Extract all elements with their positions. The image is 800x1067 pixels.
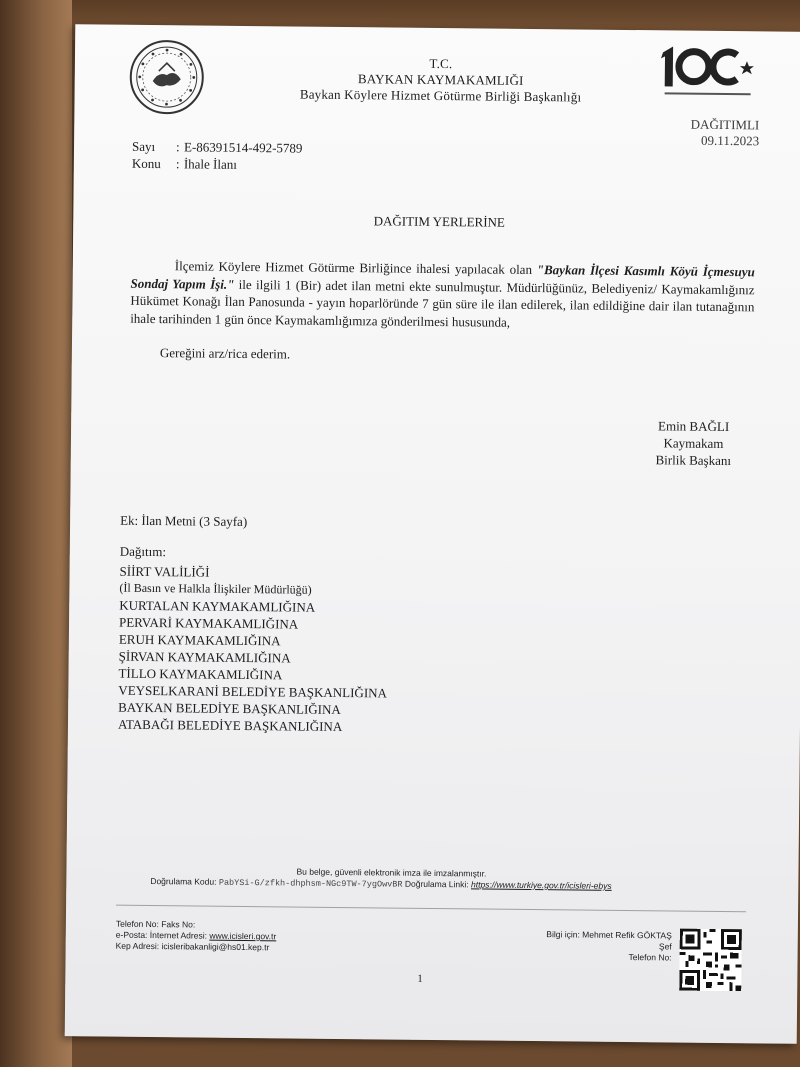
verification-line xyxy=(150,876,730,893)
distribution-item: SİİRT VALİLİĞİ xyxy=(119,563,210,580)
sayi-row xyxy=(132,139,303,157)
stamp-label: DAĞITIMLI xyxy=(690,116,760,133)
distribution-item: ŞİRVAN KAYMAKAMLIĞINA xyxy=(118,648,291,666)
project-name: "Baykan İlçesi Kasımlı Köyü İçmesuyu Sondaj Yapım İşi." xyxy=(130,262,755,292)
info-phone: Telefon No: xyxy=(628,952,672,963)
table-surface-left xyxy=(0,0,72,1067)
info-role: Şef xyxy=(658,941,672,952)
website-link[interactable]: www.icisleri.gov.tr xyxy=(209,930,277,942)
konu-label: Konu xyxy=(131,155,161,172)
distribution-item: (İl Basın ve Halkla İlişkiler Müdürlüğü) xyxy=(119,580,312,597)
body-paragraph xyxy=(130,257,755,334)
distribution-stamp xyxy=(679,117,759,150)
distribution-item: VEYSELKARANİ BELEDİYE BAŞKANLIĞINA xyxy=(118,682,388,701)
distribution-item: ERUH KAYMAKAMLIĞINA xyxy=(118,631,281,649)
konu-row xyxy=(132,156,237,173)
distribution-item: ATABAĞI BELEDİYE BAŞKANLIĞINA xyxy=(117,716,343,735)
phone-fax: Telefon No: Faks No: xyxy=(115,918,196,930)
closing-line: Gereğini arz/rica ederim. xyxy=(159,345,291,362)
page-number: 1 xyxy=(417,972,423,985)
email-web-label: e-Posta: İnternet Adresi: xyxy=(115,929,208,941)
attachment-note: Ek: İlan Metni (3 Sayfa) xyxy=(120,512,248,530)
esign-note: Bu belge, güvenli elektronik imza ile imzalanmıştır. xyxy=(296,866,487,879)
contact-block xyxy=(116,919,277,954)
verify-code-label: Doğrulama Kodu: xyxy=(150,876,217,887)
kep-address: Kep Adresi: icisleribakanligi@hs01.kep.tr xyxy=(115,940,270,953)
body-text-end: ile ilgili 1 (Bir) adet ilan metni ekte sunulmuştur. Müdürlüğünüz, Belediyeniz/ Kaymakamlığınız Hükümet Konağı İlan Panosunda - yayın hoparlöründe 7 gün süre ile ilan edilerek, ilan edildiğine dair ilan tutanağının ihale tarihinden 1 gün önce Kaymakamlığımıza gönderilmesi hususunda, xyxy=(130,276,755,330)
stamp-date: 09.11.2023 xyxy=(701,132,760,149)
header-tc: T.C. xyxy=(429,55,453,72)
signature-block xyxy=(631,417,757,469)
footer-divider xyxy=(116,905,746,913)
document-page xyxy=(65,24,800,1044)
verify-code: PabYSi-G/zfkh-dhphsm-NGc9TW-7ygOwvBR xyxy=(218,877,403,890)
distribution-item: KURTALAN KAYMAKAMLIĞINA xyxy=(119,597,316,615)
konu-value: İhale İlanı xyxy=(183,156,238,172)
header-department: Baykan Köylere Hizmet Götürme Birliği Başkanlığı xyxy=(299,86,582,105)
header-institution: BAYKAN KAYMAKAMLIĞI xyxy=(357,71,524,88)
signer-title: Kaymakam xyxy=(663,435,724,452)
sayi-label: Sayı xyxy=(131,138,156,155)
distribution-item: PERVARİ KAYMAKAMLIĞINA xyxy=(118,614,299,632)
signer-name: Emin BAĞLI xyxy=(657,418,730,435)
signer-role: Birlik Başkanı xyxy=(655,452,732,469)
sayi-value: E-86391514-492-5789 xyxy=(183,139,303,156)
body-text-start: İlçemiz Köylere Hizmet Götürme Birliğince ihalesi yapılacak olan xyxy=(174,258,537,278)
document-title: DAĞITIM YERLERİNE xyxy=(373,213,506,230)
distribution-list xyxy=(118,563,388,736)
verify-link-label: Doğrulama Linki: xyxy=(404,878,469,890)
distribution-item: BAYKAN BELEDİYE BAŞKANLIĞINA xyxy=(118,699,341,718)
info-block xyxy=(494,929,672,964)
verify-link[interactable]: https://www.turkiye.gov.tr/icisleri-ebys xyxy=(470,879,612,891)
distribution-label: Dağıtım: xyxy=(119,543,167,560)
distribution-item: TİLLO KAYMAKAMLIĞINA xyxy=(118,665,283,683)
konu-separator: : xyxy=(175,156,180,172)
info-contact: Bilgi için: Mehmet Refik GÖKTAŞ xyxy=(546,929,672,941)
qr-code-icon xyxy=(679,929,742,992)
sayi-separator: : xyxy=(175,139,180,155)
